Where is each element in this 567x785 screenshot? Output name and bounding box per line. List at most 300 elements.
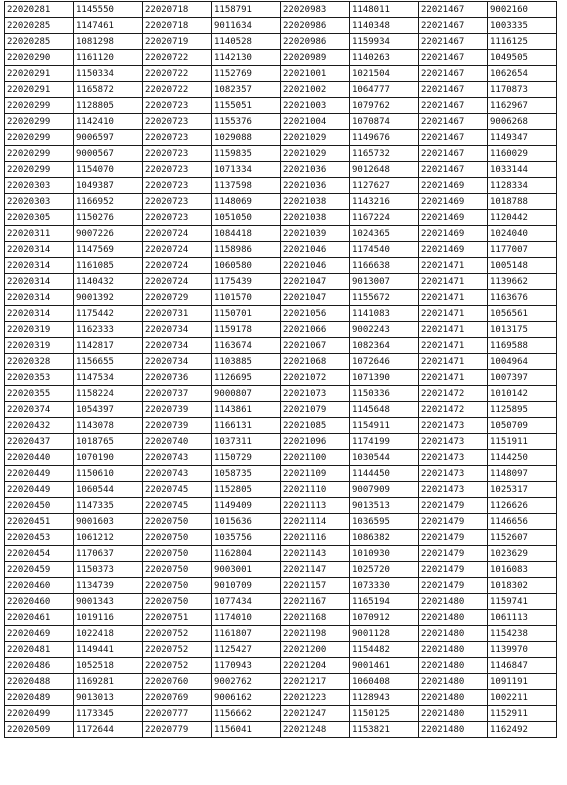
table-row [5,258,557,274]
number-cell: 1145648 [350,402,419,418]
code-cell: 22020303 [5,178,74,194]
number-cell: 9001343 [74,594,143,610]
table-row [5,610,557,626]
number-cell: 1167224 [350,210,419,226]
number-cell: 1166952 [74,194,143,210]
number-cell: 1156655 [74,354,143,370]
number-cell: 1081298 [74,34,143,50]
code-cell: 22021469 [419,226,488,242]
code-cell: 22020724 [143,226,212,242]
number-cell: 9012648 [350,162,419,178]
code-cell: 22021469 [419,178,488,194]
code-cell: 22021167 [281,594,350,610]
code-cell: 22020454 [5,546,74,562]
number-cell: 1148069 [212,194,281,210]
code-cell: 22020745 [143,498,212,514]
number-cell: 1049505 [488,50,557,66]
table-row [5,2,557,18]
number-cell: 1165732 [350,146,419,162]
code-cell: 22021085 [281,418,350,434]
number-cell: 1004964 [488,354,557,370]
code-cell: 22021480 [419,674,488,690]
table-row [5,338,557,354]
code-cell: 22020299 [5,162,74,178]
code-cell: 22020745 [143,482,212,498]
number-cell: 1128943 [350,690,419,706]
number-cell: 1142817 [74,338,143,354]
table-row [5,466,557,482]
number-cell: 1141083 [350,306,419,322]
code-cell: 22021046 [281,258,350,274]
table-row [5,290,557,306]
code-cell: 22021003 [281,98,350,114]
table-row [5,498,557,514]
number-cell: 1162492 [488,722,557,738]
table-row [5,130,557,146]
number-cell: 1139662 [488,274,557,290]
code-cell: 22021002 [281,82,350,98]
code-cell: 22021467 [419,34,488,50]
table-row [5,482,557,498]
code-cell: 22021198 [281,626,350,642]
code-cell: 22020777 [143,706,212,722]
number-cell: 1018302 [488,578,557,594]
number-cell: 1025720 [350,562,419,578]
data-table [4,1,557,738]
table-row [5,354,557,370]
number-cell: 9003001 [212,562,281,578]
number-cell: 1175439 [212,274,281,290]
number-cell: 1019116 [74,610,143,626]
code-cell: 22020743 [143,466,212,482]
code-cell: 22021467 [419,82,488,98]
code-cell: 22020459 [5,562,74,578]
code-cell: 22021047 [281,274,350,290]
table-row [5,66,557,82]
code-cell: 22021467 [419,66,488,82]
code-cell: 22020314 [5,306,74,322]
code-cell: 22021479 [419,514,488,530]
table-row [5,674,557,690]
number-cell: 1024040 [488,226,557,242]
number-cell: 1174540 [350,242,419,258]
number-cell: 9007226 [74,226,143,242]
number-cell: 1158224 [74,386,143,402]
code-cell: 22021467 [419,114,488,130]
number-cell: 1170637 [74,546,143,562]
code-cell: 22021480 [419,658,488,674]
code-cell: 22020319 [5,338,74,354]
code-cell: 22020718 [143,18,212,34]
table-row [5,434,557,450]
number-cell: 1022418 [74,626,143,642]
number-cell: 9001128 [350,626,419,642]
number-cell: 1158986 [212,242,281,258]
number-cell: 1072646 [350,354,419,370]
number-cell: 1070190 [74,450,143,466]
number-cell: 1128805 [74,98,143,114]
number-cell: 1162333 [74,322,143,338]
number-cell: 1154238 [488,626,557,642]
code-cell: 22020736 [143,370,212,386]
table-row [5,322,557,338]
number-cell: 1154482 [350,642,419,658]
number-cell: 1173345 [74,706,143,722]
code-cell: 22021248 [281,722,350,738]
number-cell: 1149347 [488,130,557,146]
code-cell: 22020769 [143,690,212,706]
number-cell: 1103885 [212,354,281,370]
table-row [5,626,557,642]
code-cell: 22021100 [281,450,350,466]
number-cell: 1050709 [488,418,557,434]
number-cell: 1149676 [350,130,419,146]
number-cell: 9002762 [212,674,281,690]
code-cell: 22020355 [5,386,74,402]
number-cell: 1035756 [212,530,281,546]
number-cell: 1152769 [212,66,281,82]
number-cell: 1002211 [488,690,557,706]
number-cell: 9006162 [212,690,281,706]
code-cell: 22021113 [281,498,350,514]
code-cell: 22020779 [143,722,212,738]
code-cell: 22020290 [5,50,74,66]
number-cell: 1052518 [74,658,143,674]
number-cell: 9000807 [212,386,281,402]
code-cell: 22020305 [5,210,74,226]
table-row [5,50,557,66]
number-cell: 1139970 [488,642,557,658]
code-cell: 22020299 [5,130,74,146]
table-row [5,722,557,738]
number-cell: 1170943 [212,658,281,674]
number-cell: 1142410 [74,114,143,130]
number-cell: 1064777 [350,82,419,98]
code-cell: 22020437 [5,434,74,450]
number-cell: 1159934 [350,34,419,50]
code-cell: 22021479 [419,498,488,514]
number-cell: 1145550 [74,2,143,18]
code-cell: 22021467 [419,130,488,146]
number-cell: 1023629 [488,546,557,562]
number-cell: 1070874 [350,114,419,130]
number-cell: 1156662 [212,706,281,722]
table-row [5,386,557,402]
table-body [5,2,557,738]
code-cell: 22021471 [419,370,488,386]
number-cell: 1071390 [350,370,419,386]
code-cell: 22020731 [143,306,212,322]
code-cell: 22021066 [281,322,350,338]
number-cell: 1147534 [74,370,143,386]
number-cell: 9002160 [488,2,557,18]
number-cell: 1015636 [212,514,281,530]
number-cell: 1060580 [212,258,281,274]
number-cell: 1010142 [488,386,557,402]
number-cell: 1143861 [212,402,281,418]
code-cell: 22020509 [5,722,74,738]
code-cell: 22020440 [5,450,74,466]
number-cell: 1163674 [212,338,281,354]
table-row [5,530,557,546]
code-cell: 22021473 [419,482,488,498]
code-cell: 22021001 [281,66,350,82]
code-cell: 22021471 [419,274,488,290]
number-cell: 1061113 [488,610,557,626]
code-cell: 22020499 [5,706,74,722]
number-cell: 9002243 [350,322,419,338]
code-cell: 22021473 [419,418,488,434]
code-cell: 22021047 [281,290,350,306]
code-cell: 22021004 [281,114,350,130]
number-cell: 1142130 [212,50,281,66]
number-cell: 9007909 [350,482,419,498]
table-row [5,162,557,178]
number-cell: 1126695 [212,370,281,386]
code-cell: 22020752 [143,626,212,642]
code-cell: 22020486 [5,658,74,674]
number-cell: 9006597 [74,130,143,146]
number-cell: 1156041 [212,722,281,738]
number-cell: 1140528 [212,34,281,50]
code-cell: 22021038 [281,210,350,226]
code-cell: 22021036 [281,178,350,194]
number-cell: 1013175 [488,322,557,338]
number-cell: 1018788 [488,194,557,210]
table-row [5,146,557,162]
table-row [5,690,557,706]
number-cell: 1128334 [488,178,557,194]
code-cell: 22020449 [5,482,74,498]
number-cell: 1151911 [488,434,557,450]
number-cell: 1158791 [212,2,281,18]
number-cell: 1030544 [350,450,419,466]
code-cell: 22021073 [281,386,350,402]
number-cell: 1033144 [488,162,557,178]
number-cell: 1161807 [212,626,281,642]
code-cell: 22020291 [5,82,74,98]
code-cell: 22021029 [281,146,350,162]
number-cell: 1143216 [350,194,419,210]
number-cell: 9011634 [212,18,281,34]
code-cell: 22021469 [419,242,488,258]
number-cell: 1146656 [488,514,557,530]
number-cell: 1125427 [212,642,281,658]
number-cell: 1170873 [488,82,557,98]
number-cell: 1150336 [350,386,419,402]
number-cell: 1154911 [350,418,419,434]
code-cell: 22020489 [5,690,74,706]
number-cell: 1021504 [350,66,419,82]
number-cell: 1163676 [488,290,557,306]
code-cell: 22021479 [419,562,488,578]
number-cell: 1029088 [212,130,281,146]
code-cell: 22021072 [281,370,350,386]
code-cell: 22020750 [143,514,212,530]
code-cell: 22021473 [419,466,488,482]
code-cell: 22020285 [5,34,74,50]
number-cell: 1116125 [488,34,557,50]
code-cell: 22020743 [143,450,212,466]
code-cell: 22021467 [419,146,488,162]
code-cell: 22020750 [143,578,212,594]
number-cell: 1125895 [488,402,557,418]
code-cell: 22020723 [143,130,212,146]
number-cell: 1165194 [350,594,419,610]
number-cell: 1137598 [212,178,281,194]
table-row [5,98,557,114]
code-cell: 22020451 [5,514,74,530]
number-cell: 1159178 [212,322,281,338]
number-cell: 1147335 [74,498,143,514]
number-cell: 1174010 [212,610,281,626]
number-cell: 1147569 [74,242,143,258]
code-cell: 22020432 [5,418,74,434]
code-cell: 22021068 [281,354,350,370]
number-cell: 1144450 [350,466,419,482]
code-cell: 22020453 [5,530,74,546]
code-cell: 22020460 [5,594,74,610]
code-cell: 22020751 [143,610,212,626]
code-cell: 22020488 [5,674,74,690]
number-cell: 1005148 [488,258,557,274]
number-cell: 1049387 [74,178,143,194]
table-row [5,450,557,466]
code-cell: 22021114 [281,514,350,530]
code-cell: 22020750 [143,546,212,562]
number-cell: 1161085 [74,258,143,274]
number-cell: 1010930 [350,546,419,562]
table-row [5,18,557,34]
code-cell: 22020724 [143,258,212,274]
number-cell: 1166131 [212,418,281,434]
code-cell: 22020723 [143,146,212,162]
table-row [5,274,557,290]
number-cell: 1140263 [350,50,419,66]
code-cell: 22020723 [143,178,212,194]
table-row [5,562,557,578]
code-cell: 22021467 [419,162,488,178]
code-cell: 22021200 [281,642,350,658]
code-cell: 22021471 [419,306,488,322]
code-cell: 22021116 [281,530,350,546]
code-cell: 22021096 [281,434,350,450]
table-row [5,514,557,530]
code-cell: 22020723 [143,162,212,178]
code-cell: 22020314 [5,290,74,306]
number-cell: 1172644 [74,722,143,738]
number-cell: 1126626 [488,498,557,514]
code-cell: 22021056 [281,306,350,322]
table-row [5,82,557,98]
code-cell: 22021217 [281,674,350,690]
number-cell: 1150701 [212,306,281,322]
number-cell: 1007397 [488,370,557,386]
number-cell: 1140432 [74,274,143,290]
number-cell: 1154070 [74,162,143,178]
number-cell: 1077434 [212,594,281,610]
table-row [5,402,557,418]
number-cell: 1177007 [488,242,557,258]
number-cell: 1025317 [488,482,557,498]
code-cell: 22020722 [143,50,212,66]
number-cell: 1127627 [350,178,419,194]
number-cell: 1149441 [74,642,143,658]
number-cell: 1152911 [488,706,557,722]
code-cell: 22020734 [143,322,212,338]
number-cell: 1054397 [74,402,143,418]
code-cell: 22020314 [5,274,74,290]
code-cell: 22021467 [419,50,488,66]
number-cell: 1155051 [212,98,281,114]
number-cell: 1134739 [74,578,143,594]
code-cell: 22021479 [419,530,488,546]
code-cell: 22021223 [281,690,350,706]
code-cell: 22021029 [281,130,350,146]
number-cell: 1175442 [74,306,143,322]
code-cell: 22021467 [419,98,488,114]
code-cell: 22021168 [281,610,350,626]
code-cell: 22020303 [5,194,74,210]
number-cell: 1091191 [488,674,557,690]
number-cell: 1174199 [350,434,419,450]
code-cell: 22020724 [143,242,212,258]
code-cell: 22021480 [419,722,488,738]
table-row [5,242,557,258]
number-cell: 1101570 [212,290,281,306]
number-cell: 1166638 [350,258,419,274]
code-cell: 22020281 [5,2,74,18]
code-cell: 22021157 [281,578,350,594]
number-cell: 1060544 [74,482,143,498]
code-cell: 22021469 [419,194,488,210]
code-cell: 22021471 [419,338,488,354]
code-cell: 22020314 [5,258,74,274]
table-row [5,706,557,722]
number-cell: 1150125 [350,706,419,722]
number-cell: 1061212 [74,530,143,546]
code-cell: 22020750 [143,562,212,578]
number-cell: 1120442 [488,210,557,226]
number-cell: 1070912 [350,610,419,626]
number-cell: 1152805 [212,482,281,498]
number-cell: 1037311 [212,434,281,450]
code-cell: 22020724 [143,274,212,290]
number-cell: 9001603 [74,514,143,530]
number-cell: 1143078 [74,418,143,434]
code-cell: 22020729 [143,290,212,306]
code-cell: 22021143 [281,546,350,562]
code-cell: 22020291 [5,66,74,82]
table-row [5,34,557,50]
code-cell: 22020722 [143,82,212,98]
code-cell: 22020739 [143,418,212,434]
number-cell: 1073330 [350,578,419,594]
table-row [5,578,557,594]
table-row [5,594,557,610]
code-cell: 22021110 [281,482,350,498]
number-cell: 1084418 [212,226,281,242]
number-cell: 1150610 [74,466,143,482]
code-cell: 22020450 [5,498,74,514]
number-cell: 1079762 [350,98,419,114]
code-cell: 22020737 [143,386,212,402]
table-row [5,194,557,210]
number-cell: 9010709 [212,578,281,594]
code-cell: 22021480 [419,594,488,610]
number-cell: 1148097 [488,466,557,482]
table-row [5,546,557,562]
